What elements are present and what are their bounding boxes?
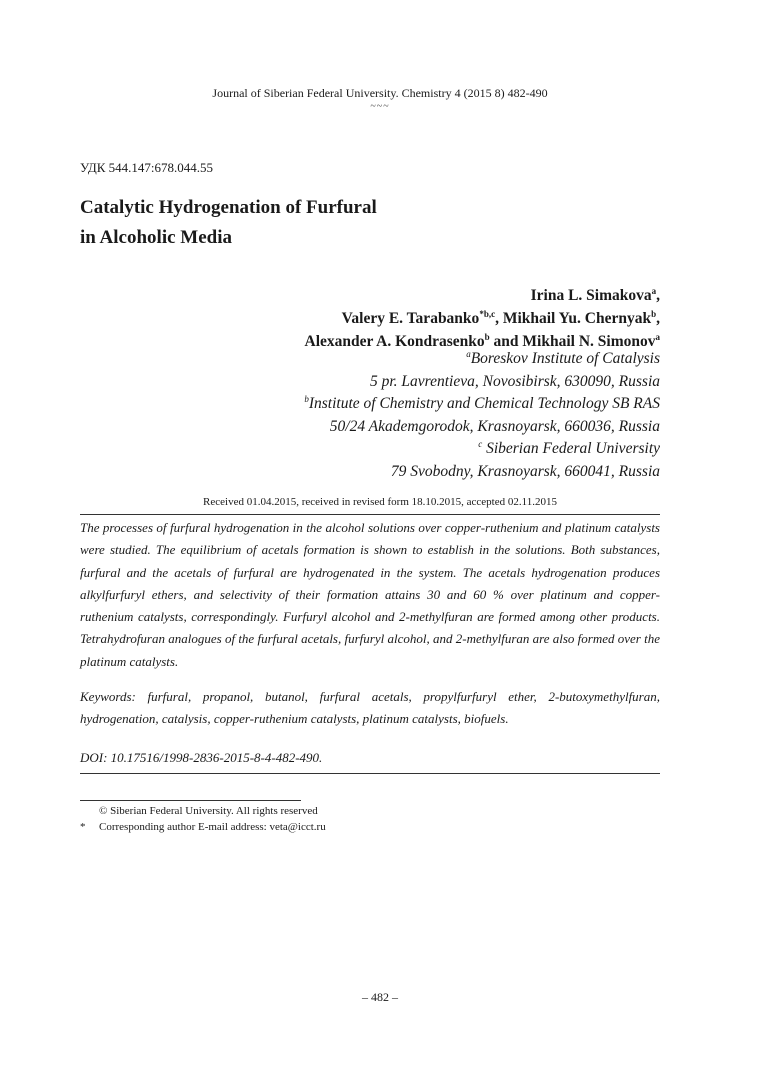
author-sup: a <box>655 331 660 342</box>
affiliation-sup: c <box>478 438 483 449</box>
author-name: Alexander A. Kondrasenko <box>304 333 485 350</box>
affiliation-text: Boreskov Institute of Catalysis <box>470 350 660 367</box>
author-sup: a <box>651 285 657 296</box>
udk-code: УДК 544.147:678.044.55 <box>80 160 214 175</box>
author-line-1: Irina L. Simakova$^a$, <box>530 285 660 304</box>
affiliation-address: 79 Svobodny, Krasnoyarsk, 660041, Russia <box>390 462 660 480</box>
author-name: Valery E. Tarabanko <box>341 310 480 327</box>
paper-title <box>80 193 377 253</box>
affiliation-sup: b <box>304 393 309 404</box>
abstract-top-rule <box>80 514 660 515</box>
footnote-copyright: © Siberian Federal University. All rights reserved <box>99 805 318 817</box>
author-sup: *b,c <box>479 308 496 319</box>
footnote-rule <box>80 800 301 801</box>
header-ornament: ~~~ <box>370 101 390 112</box>
footnote-email: Corresponding author E-mail address: veta@icct.ru <box>99 821 326 833</box>
title-line-2: in Alcoholic Media <box>80 227 232 248</box>
footnote-star: * <box>80 821 86 833</box>
author-sup: b <box>651 308 657 319</box>
author-line-2: Valery E. Tarabanko$^{*b,c}$, Mikhail Yu. Chernyak$^b$, <box>341 308 660 327</box>
affiliation-name <box>304 348 660 371</box>
author-name: Mikhail Yu. Chernyak <box>502 310 652 327</box>
title-line-1: Catalytic Hydrogenation of Furfural <box>80 197 377 218</box>
author-list <box>305 284 661 353</box>
author-name: Mikhail N. Simonov <box>522 333 656 350</box>
affiliation-text: Siberian Federal University <box>482 440 660 457</box>
footnote-corresponding <box>80 821 326 833</box>
affiliations <box>304 348 660 483</box>
author-sup: b <box>484 331 490 342</box>
page-number: – 482 – <box>362 990 398 1004</box>
doi: DOI: 10.17516/1998-2836-2015-8-4-482-490. <box>80 750 323 765</box>
affiliation-address: 5 pr. Lavrentieva, Novosibirsk, 630090, Russia <box>369 372 660 390</box>
journal-header: Journal of Siberian Federal University. Chemistry 4 (2015 8) 482-490 <box>212 86 548 100</box>
abstract-bottom-rule <box>80 773 660 774</box>
author-name: Irina L. Simakova <box>530 287 652 304</box>
keywords: Keywords: furfural, propanol, butanol, furfural acetals, propylfurfuryl ether, 2-butoxymethylfuran, hydrogenation, catalysis, copper-ruthenium catalysts, platinum catalysts, biofuels. <box>80 689 660 727</box>
affiliation-name <box>304 393 660 416</box>
affiliation-sup: a <box>466 348 471 359</box>
affiliation-name <box>304 438 660 461</box>
affiliation-text: Institute of Chemistry and Chemical Technology SB RAS <box>308 395 660 412</box>
author-conjunction: and <box>493 333 519 350</box>
affiliation-address: 50/24 Akademgorodok, Krasnoyarsk, 660036, Russia <box>329 417 660 435</box>
abstract-text: The processes of furfural hydrogenation in the alcohol solutions over copper-ruthenium and platinum catalysts were studied. The equilibrium of acetals formation is shown to establish in the solutions. Both substances, furfural and the acetals of furfural are hydrogenated in the system. The acetals hydrogenation produces alkylfurfuryl ethers, and selectivity of their formation attains 30 and 60 % over platinum and copper-ruthenium catalysts, correspondingly. Furfuryl alcohol and 2-methylfuran are formed among other products. Tetrahydrofuran analogues of the furfural acetals, furfuryl alcohol, and 2-methylfuran are also formed over the platinum catalysts. <box>80 520 660 669</box>
received-dates: Received 01.04.2015, received in revised form 18.10.2015, accepted 02.11.2015 <box>203 496 557 508</box>
